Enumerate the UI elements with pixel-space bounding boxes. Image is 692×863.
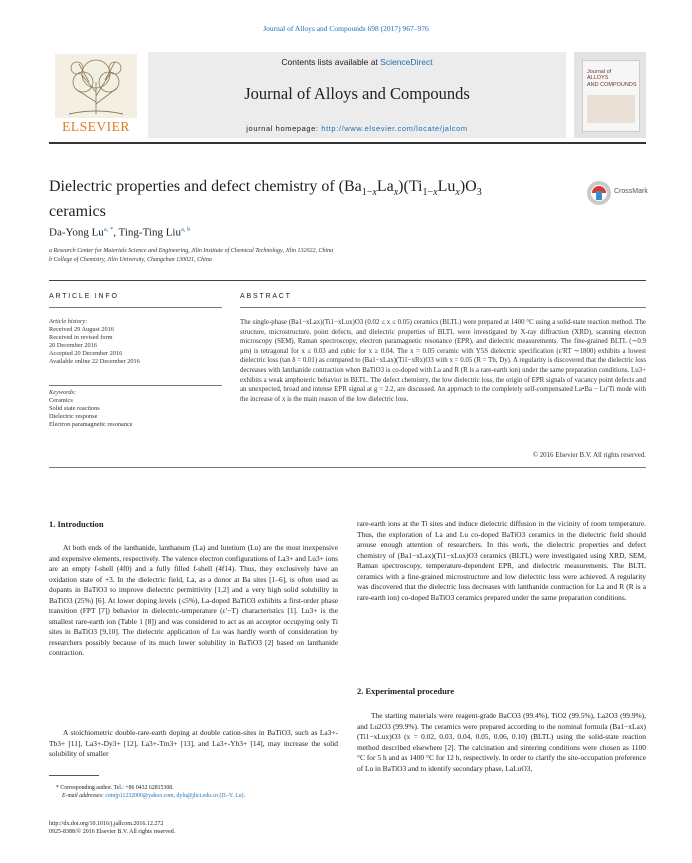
keywords-rule — [49, 385, 222, 386]
publisher-name: ELSEVIER — [62, 119, 130, 134]
journal-cover-thumbnail — [574, 52, 646, 138]
journal-title: Journal of Alloys and Compounds — [244, 84, 470, 103]
doi-link[interactable]: http://dx.doi.org/10.1016/j.jallcom.2016.12.272 — [49, 821, 164, 827]
abstract-copyright: © 2016 Elsevier B.V. All rights reserved. — [532, 452, 646, 459]
issn-line: 0925-8388/© 2016 Elsevier B.V. All rights reserved. — [49, 829, 176, 835]
history-item: Received in revised form — [49, 333, 113, 341]
author-1-marks[interactable]: a, * — [103, 226, 114, 233]
corresponding-author-note: * Corresponding author. Tel.: +86 0432 62815308. — [56, 785, 174, 791]
email-line — [56, 793, 338, 801]
keywords-label: Keywords: — [49, 389, 77, 396]
contents-prefix: Contents lists available at — [281, 57, 381, 67]
history-item: 20 December 2016 — [49, 341, 97, 349]
author-1[interactable]: Da-Yong Lu — [49, 226, 104, 239]
journal-citation-link[interactable]: Journal of Alloys and Compounds 698 (2017) 967–976 — [263, 24, 429, 33]
email-label: E-mail addresses: — [62, 792, 106, 799]
intro-paragraph-2: A stoichiometric double-rare-earth doping at double cation-sites in BaTiO3, such as La3+-Tb3+ [11], La3+-Dy3+ [12], La3+-Tm3+ [13], and La3+-Yb3+ [14], may increase the solid solubility of smaller — [49, 728, 338, 758]
header-rule — [49, 142, 646, 144]
footnote-rule — [49, 775, 99, 776]
keyword: Solid state reactions — [49, 404, 100, 412]
cover-page — [582, 60, 640, 132]
author-2-marks[interactable]: a, b — [180, 226, 191, 233]
history-label: Article history: — [49, 318, 88, 325]
cover-title — [587, 69, 637, 88]
abstract-rule — [240, 307, 646, 308]
intro-right-paragraph: rare-earth ions at the Ti sites and induce dielectric diffusion in the vicinity of room temperature. Thus, the exploration of La and Lu co-doped BaTiO3 ceramics in the dielectric field should arouse enough attention of researchers. In this work, the dielectric properties and defect chemistry of (Ba1−xLax)(Ti1−xLux)O3 ceramics (BLTL) were investigated using XRD, SEM, Raman spectroscopy, temperature-dependent EPR, and dielectric measurements. The BLTL ceramics with a fine-grained microstructure and low dielectric loss were achieved. A regularity was discovered that the dielectric loss decreases with lanthanide contraction for La and R (R is a rare-earth ion) co-doped BaTiO3 ceramics prepared under the same preparation conditions. — [357, 519, 646, 602]
crossmark-icon — [586, 180, 612, 206]
article-info-heading: ARTICLE INFO — [49, 293, 119, 300]
homepage-link[interactable]: http://www.elsevier.com/locate/jalcom — [321, 124, 468, 133]
history-item: Accepted 20 December 2016 — [49, 349, 123, 357]
article-title: Dielectric properties and defect chemistry of $(Ba_{1-x}La_x)(Ti_{1-x}Lu_x)O_3$ ceramics — [49, 178, 482, 221]
affiliation-b: b College of Chemistry, Jilin University, Changchun 130021, China — [49, 257, 212, 263]
cover-line-1: Journal of — [587, 69, 612, 75]
cover-line-3: AND COMPOUNDS — [587, 81, 637, 88]
keyword: Electron paramagnetic resonance — [49, 420, 133, 428]
cover-image — [587, 95, 635, 123]
section-1-heading: 1. Introduction — [49, 519, 104, 529]
author-2[interactable]: Ting-Ting Liu — [118, 226, 181, 239]
crossmark-badge[interactable] — [586, 178, 648, 208]
abstract-text: The single-phase (Ba1−xLax)(Ti1−xLux)O3 (0.02 ≤ x ≤ 0.05) ceramics (BLTL) were prepared at 1400 °C using a solid-state reaction method. The structure, microstructure, point defects, and dielectric properties of BLTL were investigated by X-ray diffraction (XRD), scanning electron microscopy (SEM), Raman spectroscopy, electron paramagnetic resonance (EPR), and dielectric measurements. The fine-grained BLTL (∼0.9 μm) is tetragonal for x ≤ 0.03 and cubic for x ≥ 0.04. The x = 0.05 ceramic with Y5S dielectric specification (ε′RT ∼1800) exhibits a lowest dielectric loss (tan δ = 0.01) as compared to (Ba1−xLax)(Ti1−xRx)O3 with x = 0.05 (R = Tb, Dy). A regularity is discovered that the dielectric loss decreases with lanthanide contraction when BaTiO3 is co-doped with La and R (R is a rare-earth ion) under the same preparation conditions. Lu3+ exhibits a weak amphoteric behavior in BLTL. The defect chemistry, the low dielectric loss, the origin of EPR signals of vacancy point defects and an unexpected, broad and intense EPR signal at g = 2.2, are discussed. An approach to the completely self-compensated La•Ba − Lu′Ti mode with the increase of x is the main reason of the low dielectric loss. — [240, 319, 646, 403]
footnote — [56, 785, 338, 800]
article-history — [49, 318, 224, 365]
author-list: Da-Yong $Lu^{a, *}$, Ting-Ting Liu$^{a, b}$ — [49, 226, 191, 239]
keyword: Ceramics — [49, 396, 73, 404]
article-info-rule — [49, 307, 222, 308]
history-item: Available online 22 December 2016 — [49, 357, 140, 365]
elsevier-logo — [49, 52, 143, 138]
keyword: Dielectric response — [49, 412, 98, 420]
contents-line — [148, 57, 566, 67]
crossmark-label: CrossMark — [614, 188, 648, 195]
abstract-heading: ABSTRACT — [240, 293, 292, 300]
email-links[interactable]: cninjp11232000@yahoo.com, dylu@jlict.edu.cn (D.-Y. Lu). — [105, 792, 246, 799]
section-2-heading: 2. Experimental procedure — [357, 686, 455, 696]
cover-line-2: ALLOYS — [587, 75, 609, 82]
experimental-paragraph: The starting materials were reagent-grade BaCO3 (99.4%), TiO2 (99.5%), La2O3 (99.9%), and Lu2O3 (99.9%). The ceramics were prepared according to the nominal formula (Ba1−xLax)(Ti1−xLux)O3 (x = 0.02, 0.03, 0.04, 0.05, 0.06, 0.10) (BLTL) using the solid-state reaction method described elsewhere [2]. The calcination and sintering conditions were chosen as 1100 °C for 5 h and as 1400 °C for 12 h, respectively. In order to clarify the site-occupation preference of Lu in BaTiO3 and to identify secondary phase, LaLuO3, — [357, 711, 646, 773]
title-rule — [49, 280, 646, 281]
history-item: Received 29 August 2016 — [49, 325, 114, 333]
homepage-prefix: journal homepage: — [246, 124, 322, 133]
intro-paragraph-1: At both ends of the lanthanide, lanthanum (La) and lutetium (Lu) are the most inexpensive and expensive elements, respectively. The valence electron configurations of La3+ and Lu3+ ions are an empty f-shell (4f0) and a fully filled f-shell (4f14). Thus, they exclusively have an oxidation state of +3. In the dielectric field, La, as a donor at Ba sites [1–6], is often used as dopants in BaTiO3 to improve dielectric permittivity [1,2] and a very high solid solubility in BaTiO3 (25%) [6]. At lower doping levels (≤5%), La-doped BaTiO3 exhibits a first-order phase transition (FPT [7]) behavior in dielectric-temperature (ε′−T) characteristics [1]. Lu3+ is the smallest rare-earth ion (Table 1 [8]) and was considered to act as an acceptor occupying only Ti sites in BaTiO3 [9,10]. The dielectric application of Lu was hardly worth of consideration by researchers possibly because of its much lower solubility in BaTiO3 [2] based on lanthanide contraction. — [49, 543, 338, 657]
abstract-bottom-rule — [49, 467, 646, 468]
keywords — [49, 389, 224, 429]
affiliation-a: a Research Center for Materials Science and Engineering, Jilin Institute of Chemical Technology, Jilin 132022, China — [49, 248, 334, 254]
sciencedirect-link[interactable]: ScienceDirect — [380, 57, 433, 67]
journal-homepage — [148, 124, 566, 133]
